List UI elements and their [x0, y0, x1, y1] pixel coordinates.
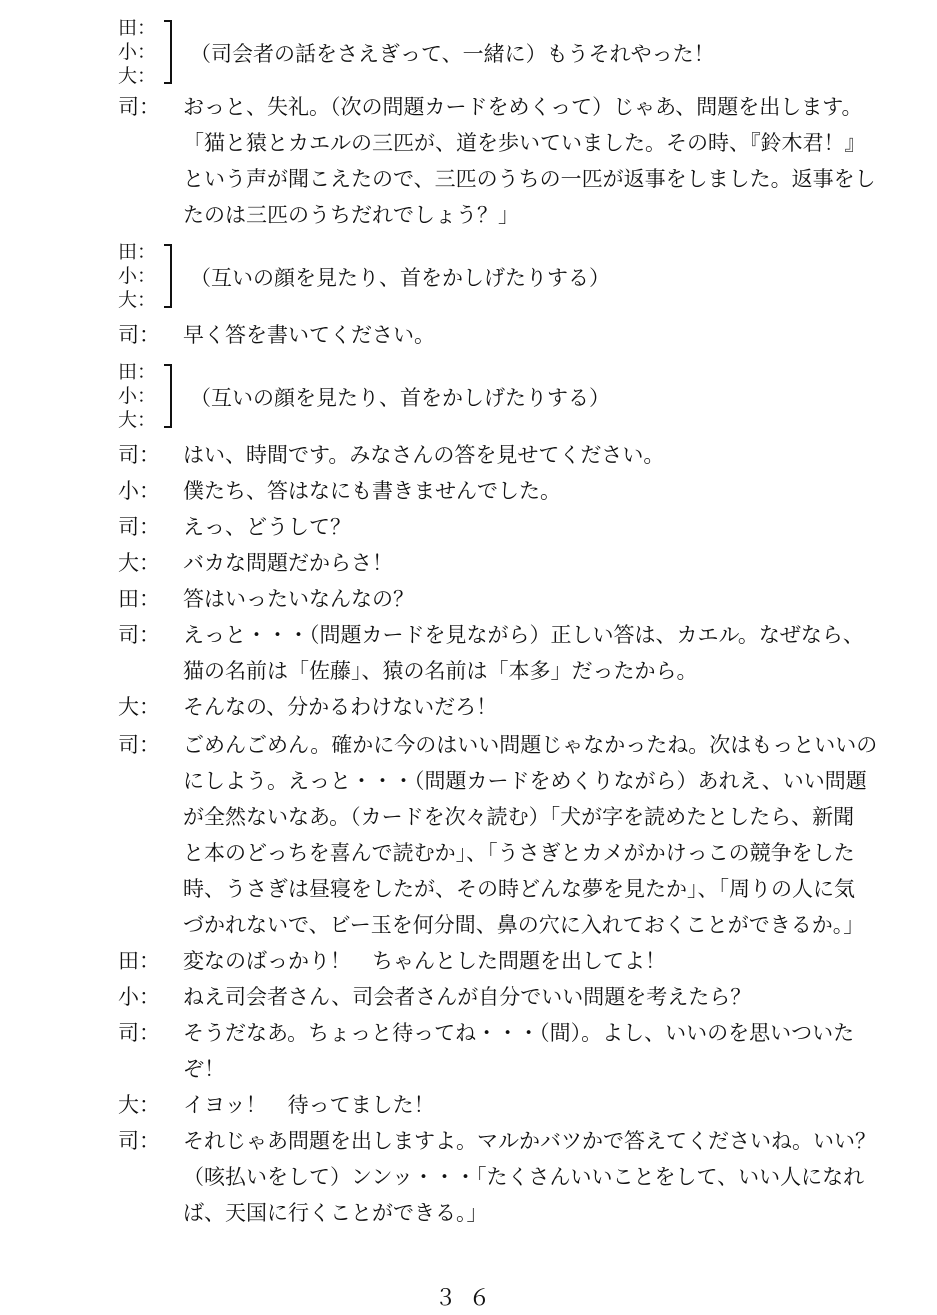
dialogue-line: [0, 318, 937, 352]
dialogue-text: はい、時間です。みなさんの答を見せてください。: [183, 443, 665, 467]
speaker-label: 司：: [118, 1129, 160, 1153]
speaker-label: 司：: [118, 95, 160, 119]
dialogue-line: [0, 438, 937, 472]
speaker-label: 田：: [118, 587, 160, 611]
dialogue-text: ば、天国に行くことができる。」: [183, 1201, 488, 1225]
dialogue-line-cont: [0, 126, 937, 160]
speaker-label: 司：: [118, 733, 160, 757]
speaker-label: 司：: [118, 1021, 160, 1045]
page-number: ３６: [434, 1286, 503, 1311]
dialogue-line: [0, 510, 937, 544]
speaker-label: 大：: [118, 551, 160, 575]
dialogue-text: えっ、どうして？: [183, 515, 351, 539]
speaker-dai: 大：: [118, 289, 157, 311]
chorus-bracket: [164, 244, 172, 308]
dialogue-text: たのは三匹のうちだれでしょう？」: [183, 203, 519, 227]
dialogue-text: が全然ないなあ。（カードを次々読む）「犬が字を読めたとしたら、新聞: [183, 805, 855, 829]
dialogue-text: おっと、失礼。（次の問題カードをめくって）じゃあ、問題を出します。: [183, 95, 863, 119]
dialogue-line-cont: [0, 654, 937, 688]
dialogue-text: ぞ！: [183, 1057, 225, 1081]
dialogue-text: 早く答を書いてください。: [183, 323, 435, 347]
dialogue-line: [0, 1016, 937, 1050]
chorus-bracket: [164, 20, 172, 84]
speaker-ta: 田：: [118, 361, 157, 383]
dialogue-text: そんなの、分かるわけないだろ！: [183, 695, 498, 719]
dialogue-text: バカな問題だからさ！: [183, 551, 393, 575]
dialogue-line-cont: [0, 872, 937, 906]
speaker-label: 大：: [118, 1093, 160, 1117]
dialogue-text: それじゃあ問題を出しますよ。マルかバツかで答えてくださいね。いい？: [183, 1129, 876, 1153]
dialogue-line: [0, 1124, 937, 1158]
dialogue-line: [0, 618, 937, 652]
speaker-label: 小：: [118, 479, 160, 503]
speaker-ta: 田：: [118, 17, 157, 39]
speaker-label: 田：: [118, 949, 160, 973]
dialogue-text: 答はいったいなんなの？: [183, 587, 414, 611]
speaker-dai: 大：: [118, 409, 157, 431]
speaker-label: 小：: [118, 985, 160, 1009]
dialogue-line-cont: [0, 764, 937, 798]
chorus-line-3: [0, 360, 937, 435]
dialogue-text: 時、うさぎは昼寝をしたが、その時どんな夢を見たか」、「周りの人に気: [183, 877, 855, 901]
speaker-label: 大：: [118, 695, 160, 719]
speaker-ko: 小：: [118, 265, 157, 287]
chorus-line-1: [0, 16, 937, 91]
dialogue-line: [0, 944, 937, 978]
dialogue-text: イヨッ！ 待ってました！: [183, 1093, 435, 1117]
dialogue-line-cont: [0, 162, 937, 196]
speaker-label: 司：: [118, 323, 160, 347]
dialogue-line-cont: [0, 800, 937, 834]
dialogue-line-cont: [0, 198, 937, 232]
dialogue-line: [0, 474, 937, 508]
chorus-text: （司会者の話をさえぎって、一緒に）もうそれやった！: [190, 42, 715, 66]
dialogue-line: [0, 728, 937, 762]
dialogue-line-cont: [0, 836, 937, 870]
speaker-label: 司：: [118, 515, 160, 539]
dialogue-line: [0, 546, 937, 580]
dialogue-text: （咳払いをして）ンンッ・・・「たくさんいいことをして、いい人になれ: [183, 1165, 865, 1189]
speaker-ta: 田：: [118, 241, 157, 263]
speaker-label: 司：: [118, 623, 160, 647]
dialogue-text: と本のどっちを喜んで読むか」、「うさぎとカメがかけっこの競争をした: [183, 841, 855, 865]
dialogue-text: 「猫と猿とカエルの三匹が、道を歩いていました。その時、『鈴木君！』: [183, 131, 866, 155]
dialogue-line: [0, 690, 937, 724]
chorus-text: （互いの顔を見たり、首をかしげたりする）: [190, 266, 610, 290]
dialogue-line: [0, 980, 937, 1014]
chorus-bracket: [164, 364, 172, 428]
speaker-ko: 小：: [118, 41, 157, 63]
dialogue-text: づかれないで、ビー玉を何分間、鼻の穴に入れておくことができるか。」: [183, 913, 865, 937]
speaker-label: 司：: [118, 443, 160, 467]
chorus-line-2: [0, 240, 937, 315]
dialogue-line: [0, 582, 937, 616]
dialogue-text: 変なのばっかり！ ちゃんとした問題を出してよ！: [183, 949, 666, 973]
dialogue-text: にしよう。えっと・・・（問題カードをめくりながら）あれえ、いい問題: [183, 769, 867, 793]
dialogue-text: 猫の名前は「佐藤」、猿の名前は「本多」だったから。: [183, 659, 698, 683]
chorus-text: （互いの顔を見たり、首をかしげたりする）: [190, 386, 610, 410]
dialogue-text: ごめんごめん。確かに今のはいい問題じゃなかったね。次はもっといいの: [183, 733, 878, 757]
dialogue-text: 僕たち、答はなにも書きませんでした。: [183, 479, 561, 503]
speaker-dai: 大：: [118, 65, 157, 87]
dialogue-text: ねえ司会者さん、司会者さんが自分でいい問題を考えたら？: [183, 985, 752, 1009]
dialogue-line-cont: [0, 1160, 937, 1194]
speaker-ko: 小：: [118, 385, 157, 407]
dialogue-line-cont: [0, 1052, 937, 1086]
dialogue-text: そうだなあ。ちょっと待ってね・・・（間）。よし、いいのを思いついた: [183, 1021, 855, 1045]
dialogue-line: [0, 90, 937, 124]
dialogue-text: という声が聞こえたので、三匹のうちの一匹が返事をしました。返事をし: [183, 167, 876, 191]
dialogue-line-cont: [0, 908, 937, 942]
dialogue-line-cont: [0, 1196, 937, 1230]
dialogue-text: えっと・・・（問題カードを見ながら）正しい答は、カエル。なぜなら、: [183, 623, 864, 647]
dialogue-line: [0, 1088, 937, 1122]
